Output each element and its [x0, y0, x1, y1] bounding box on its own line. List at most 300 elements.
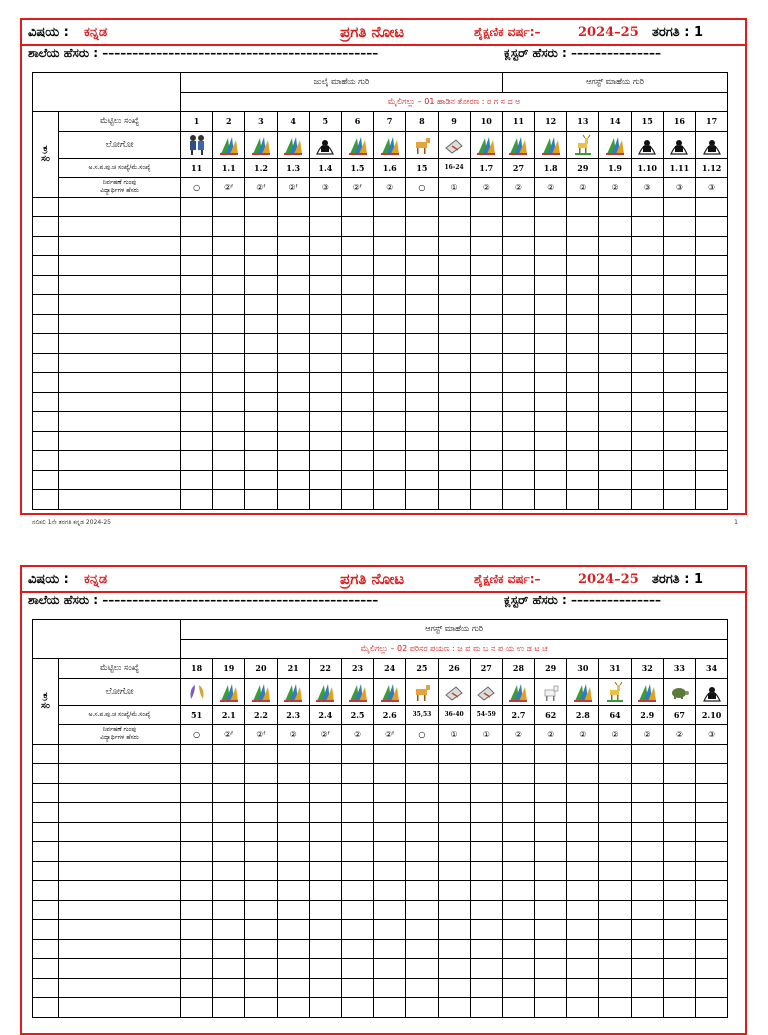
progress-cell[interactable] [567, 236, 599, 256]
progress-cell[interactable] [181, 256, 213, 276]
progress-cell[interactable] [567, 275, 599, 295]
progress-cell[interactable] [535, 822, 567, 842]
progress-cell[interactable] [277, 978, 309, 998]
progress-cell[interactable] [341, 959, 373, 979]
progress-cell[interactable] [438, 197, 470, 217]
serial-cell[interactable] [33, 959, 59, 979]
student-name-cell[interactable] [59, 217, 181, 237]
progress-cell[interactable] [406, 939, 438, 959]
progress-cell[interactable] [341, 920, 373, 940]
progress-cell[interactable] [696, 900, 728, 920]
progress-cell[interactable] [406, 861, 438, 881]
progress-cell[interactable] [213, 236, 245, 256]
progress-cell[interactable] [502, 998, 534, 1018]
progress-cell[interactable] [535, 764, 567, 784]
progress-cell[interactable] [567, 881, 599, 901]
progress-cell[interactable] [502, 842, 534, 862]
progress-cell[interactable] [502, 783, 534, 803]
progress-cell[interactable] [438, 431, 470, 451]
progress-cell[interactable] [277, 431, 309, 451]
progress-cell[interactable] [181, 764, 213, 784]
serial-cell[interactable] [33, 295, 59, 315]
progress-cell[interactable] [309, 275, 341, 295]
progress-cell[interactable] [341, 353, 373, 373]
progress-cell[interactable] [470, 392, 502, 412]
progress-cell[interactable] [309, 861, 341, 881]
progress-cell[interactable] [406, 392, 438, 412]
progress-cell[interactable] [438, 392, 470, 412]
progress-cell[interactable] [341, 842, 373, 862]
progress-cell[interactable] [438, 900, 470, 920]
progress-cell[interactable] [535, 998, 567, 1018]
progress-cell[interactable] [599, 900, 631, 920]
progress-cell[interactable] [245, 803, 277, 823]
progress-cell[interactable] [374, 275, 406, 295]
progress-cell[interactable] [438, 881, 470, 901]
progress-cell[interactable] [245, 431, 277, 451]
progress-cell[interactable] [502, 236, 534, 256]
progress-cell[interactable] [470, 900, 502, 920]
progress-cell[interactable] [663, 314, 695, 334]
progress-cell[interactable] [406, 373, 438, 393]
progress-cell[interactable] [631, 353, 663, 373]
progress-cell[interactable] [277, 334, 309, 354]
progress-cell[interactable] [470, 256, 502, 276]
progress-cell[interactable] [374, 470, 406, 490]
progress-cell[interactable] [663, 373, 695, 393]
progress-cell[interactable] [599, 334, 631, 354]
progress-cell[interactable] [309, 392, 341, 412]
progress-cell[interactable] [535, 920, 567, 940]
progress-cell[interactable] [599, 373, 631, 393]
progress-cell[interactable] [374, 451, 406, 471]
serial-cell[interactable] [33, 490, 59, 510]
progress-cell[interactable] [470, 451, 502, 471]
progress-cell[interactable] [341, 314, 373, 334]
serial-cell[interactable] [33, 431, 59, 451]
serial-cell[interactable] [33, 392, 59, 412]
progress-cell[interactable] [309, 470, 341, 490]
progress-cell[interactable] [245, 451, 277, 471]
progress-cell[interactable] [567, 920, 599, 940]
progress-cell[interactable] [631, 373, 663, 393]
progress-cell[interactable] [663, 978, 695, 998]
progress-cell[interactable] [406, 275, 438, 295]
progress-cell[interactable] [245, 373, 277, 393]
progress-cell[interactable] [631, 783, 663, 803]
progress-cell[interactable] [213, 998, 245, 1018]
progress-cell[interactable] [470, 939, 502, 959]
progress-cell[interactable] [567, 744, 599, 764]
progress-cell[interactable] [341, 803, 373, 823]
progress-cell[interactable] [181, 959, 213, 979]
progress-cell[interactable] [341, 256, 373, 276]
progress-cell[interactable] [535, 431, 567, 451]
progress-cell[interactable] [599, 959, 631, 979]
progress-cell[interactable] [470, 744, 502, 764]
progress-cell[interactable] [245, 334, 277, 354]
progress-cell[interactable] [406, 353, 438, 373]
progress-cell[interactable] [213, 920, 245, 940]
progress-cell[interactable] [406, 412, 438, 432]
progress-cell[interactable] [406, 920, 438, 940]
progress-cell[interactable] [502, 392, 534, 412]
progress-cell[interactable] [245, 881, 277, 901]
progress-cell[interactable] [599, 451, 631, 471]
progress-cell[interactable] [567, 314, 599, 334]
progress-cell[interactable] [438, 842, 470, 862]
progress-cell[interactable] [374, 314, 406, 334]
student-name-cell[interactable] [59, 744, 181, 764]
progress-cell[interactable] [374, 861, 406, 881]
progress-cell[interactable] [181, 920, 213, 940]
progress-cell[interactable] [663, 959, 695, 979]
student-name-cell[interactable] [59, 490, 181, 510]
progress-cell[interactable] [502, 978, 534, 998]
progress-cell[interactable] [663, 764, 695, 784]
progress-cell[interactable] [213, 744, 245, 764]
progress-cell[interactable] [277, 764, 309, 784]
progress-cell[interactable] [599, 431, 631, 451]
progress-cell[interactable] [374, 431, 406, 451]
student-name-cell[interactable] [59, 295, 181, 315]
progress-cell[interactable] [599, 822, 631, 842]
progress-cell[interactable] [309, 197, 341, 217]
progress-cell[interactable] [502, 431, 534, 451]
progress-cell[interactable] [309, 783, 341, 803]
progress-cell[interactable] [374, 353, 406, 373]
progress-cell[interactable] [470, 490, 502, 510]
progress-cell[interactable] [535, 490, 567, 510]
progress-cell[interactable] [599, 217, 631, 237]
student-name-cell[interactable] [59, 353, 181, 373]
progress-cell[interactable] [277, 451, 309, 471]
progress-cell[interactable] [406, 881, 438, 901]
progress-cell[interactable] [438, 920, 470, 940]
student-name-cell[interactable] [59, 470, 181, 490]
progress-cell[interactable] [213, 217, 245, 237]
progress-cell[interactable] [599, 842, 631, 862]
serial-cell[interactable] [33, 470, 59, 490]
progress-cell[interactable] [277, 373, 309, 393]
progress-cell[interactable] [696, 764, 728, 784]
progress-cell[interactable] [663, 861, 695, 881]
progress-cell[interactable] [374, 998, 406, 1018]
progress-cell[interactable] [535, 783, 567, 803]
progress-cell[interactable] [663, 236, 695, 256]
progress-cell[interactable] [535, 373, 567, 393]
progress-cell[interactable] [663, 920, 695, 940]
progress-cell[interactable] [438, 275, 470, 295]
progress-cell[interactable] [663, 217, 695, 237]
progress-cell[interactable] [406, 451, 438, 471]
progress-cell[interactable] [631, 998, 663, 1018]
progress-cell[interactable] [277, 217, 309, 237]
progress-cell[interactable] [213, 939, 245, 959]
progress-cell[interactable] [309, 412, 341, 432]
progress-cell[interactable] [309, 295, 341, 315]
progress-cell[interactable] [663, 900, 695, 920]
progress-cell[interactable] [696, 334, 728, 354]
progress-cell[interactable] [599, 998, 631, 1018]
progress-cell[interactable] [213, 256, 245, 276]
progress-cell[interactable] [406, 490, 438, 510]
progress-cell[interactable] [470, 334, 502, 354]
progress-cell[interactable] [567, 959, 599, 979]
progress-cell[interactable] [213, 822, 245, 842]
progress-cell[interactable] [374, 490, 406, 510]
progress-cell[interactable] [213, 900, 245, 920]
progress-cell[interactable] [631, 451, 663, 471]
student-name-cell[interactable] [59, 373, 181, 393]
progress-cell[interactable] [470, 197, 502, 217]
progress-cell[interactable] [438, 861, 470, 881]
progress-cell[interactable] [277, 314, 309, 334]
progress-cell[interactable] [502, 920, 534, 940]
progress-cell[interactable] [631, 959, 663, 979]
progress-cell[interactable] [631, 217, 663, 237]
progress-cell[interactable] [277, 490, 309, 510]
progress-cell[interactable] [245, 490, 277, 510]
progress-cell[interactable] [631, 920, 663, 940]
progress-cell[interactable] [567, 900, 599, 920]
progress-cell[interactable] [502, 314, 534, 334]
progress-cell[interactable] [341, 217, 373, 237]
progress-cell[interactable] [535, 861, 567, 881]
progress-cell[interactable] [663, 295, 695, 315]
progress-cell[interactable] [599, 470, 631, 490]
progress-cell[interactable] [535, 959, 567, 979]
progress-cell[interactable] [535, 451, 567, 471]
serial-cell[interactable] [33, 353, 59, 373]
progress-cell[interactable] [341, 978, 373, 998]
progress-cell[interactable] [213, 764, 245, 784]
progress-cell[interactable] [502, 217, 534, 237]
serial-cell[interactable] [33, 783, 59, 803]
progress-cell[interactable] [663, 451, 695, 471]
progress-cell[interactable] [567, 822, 599, 842]
progress-cell[interactable] [181, 803, 213, 823]
progress-cell[interactable] [696, 959, 728, 979]
progress-cell[interactable] [438, 295, 470, 315]
progress-cell[interactable] [567, 197, 599, 217]
progress-cell[interactable] [438, 744, 470, 764]
progress-cell[interactable] [599, 939, 631, 959]
progress-cell[interactable] [374, 256, 406, 276]
progress-cell[interactable] [374, 920, 406, 940]
progress-cell[interactable] [181, 373, 213, 393]
progress-cell[interactable] [567, 803, 599, 823]
progress-cell[interactable] [567, 217, 599, 237]
student-name-cell[interactable] [59, 900, 181, 920]
progress-cell[interactable] [567, 470, 599, 490]
progress-cell[interactable] [277, 392, 309, 412]
progress-cell[interactable] [309, 490, 341, 510]
progress-cell[interactable] [438, 764, 470, 784]
progress-cell[interactable] [470, 373, 502, 393]
progress-cell[interactable] [406, 744, 438, 764]
progress-cell[interactable] [374, 881, 406, 901]
progress-cell[interactable] [535, 353, 567, 373]
progress-cell[interactable] [696, 861, 728, 881]
progress-cell[interactable] [374, 197, 406, 217]
progress-cell[interactable] [181, 822, 213, 842]
progress-cell[interactable] [502, 295, 534, 315]
progress-cell[interactable] [406, 217, 438, 237]
progress-cell[interactable] [438, 256, 470, 276]
progress-cell[interactable] [309, 431, 341, 451]
progress-cell[interactable] [181, 353, 213, 373]
progress-cell[interactable] [502, 803, 534, 823]
progress-cell[interactable] [277, 275, 309, 295]
progress-cell[interactable] [567, 998, 599, 1018]
progress-cell[interactable] [181, 470, 213, 490]
progress-cell[interactable] [696, 451, 728, 471]
student-name-cell[interactable] [59, 861, 181, 881]
student-name-cell[interactable] [59, 431, 181, 451]
progress-cell[interactable] [245, 842, 277, 862]
progress-cell[interactable] [599, 881, 631, 901]
progress-cell[interactable] [438, 236, 470, 256]
progress-cell[interactable] [663, 197, 695, 217]
progress-cell[interactable] [406, 764, 438, 784]
serial-cell[interactable] [33, 451, 59, 471]
progress-cell[interactable] [309, 353, 341, 373]
progress-cell[interactable] [567, 412, 599, 432]
progress-cell[interactable] [502, 256, 534, 276]
progress-cell[interactable] [470, 783, 502, 803]
progress-cell[interactable] [535, 900, 567, 920]
progress-cell[interactable] [245, 314, 277, 334]
progress-cell[interactable] [374, 217, 406, 237]
progress-cell[interactable] [567, 256, 599, 276]
progress-cell[interactable] [696, 236, 728, 256]
serial-cell[interactable] [33, 373, 59, 393]
progress-cell[interactable] [181, 451, 213, 471]
progress-cell[interactable] [599, 275, 631, 295]
progress-cell[interactable] [631, 236, 663, 256]
progress-cell[interactable] [599, 978, 631, 998]
progress-cell[interactable] [567, 783, 599, 803]
progress-cell[interactable] [663, 744, 695, 764]
progress-cell[interactable] [406, 900, 438, 920]
progress-cell[interactable] [631, 842, 663, 862]
progress-cell[interactable] [438, 978, 470, 998]
student-name-cell[interactable] [59, 920, 181, 940]
progress-cell[interactable] [245, 412, 277, 432]
progress-cell[interactable] [341, 412, 373, 432]
progress-cell[interactable] [374, 295, 406, 315]
progress-cell[interactable] [213, 803, 245, 823]
progress-cell[interactable] [341, 881, 373, 901]
progress-cell[interactable] [341, 744, 373, 764]
progress-cell[interactable] [696, 431, 728, 451]
student-name-cell[interactable] [59, 803, 181, 823]
progress-cell[interactable] [245, 920, 277, 940]
progress-cell[interactable] [213, 959, 245, 979]
serial-cell[interactable] [33, 998, 59, 1018]
progress-cell[interactable] [535, 236, 567, 256]
progress-cell[interactable] [470, 236, 502, 256]
progress-cell[interactable] [502, 353, 534, 373]
progress-cell[interactable] [181, 275, 213, 295]
progress-cell[interactable] [181, 334, 213, 354]
progress-cell[interactable] [535, 256, 567, 276]
progress-cell[interactable] [438, 334, 470, 354]
progress-cell[interactable] [245, 959, 277, 979]
progress-cell[interactable] [599, 392, 631, 412]
progress-cell[interactable] [599, 197, 631, 217]
progress-cell[interactable] [213, 295, 245, 315]
progress-cell[interactable] [438, 353, 470, 373]
progress-cell[interactable] [502, 881, 534, 901]
progress-cell[interactable] [245, 783, 277, 803]
progress-cell[interactable] [374, 978, 406, 998]
progress-cell[interactable] [374, 900, 406, 920]
progress-cell[interactable] [696, 275, 728, 295]
progress-cell[interactable] [567, 939, 599, 959]
progress-cell[interactable] [406, 431, 438, 451]
progress-cell[interactable] [277, 236, 309, 256]
progress-cell[interactable] [438, 314, 470, 334]
progress-cell[interactable] [213, 881, 245, 901]
progress-cell[interactable] [535, 334, 567, 354]
progress-cell[interactable] [535, 470, 567, 490]
progress-cell[interactable] [567, 842, 599, 862]
progress-cell[interactable] [631, 470, 663, 490]
progress-cell[interactable] [567, 392, 599, 412]
progress-cell[interactable] [470, 842, 502, 862]
progress-cell[interactable] [341, 939, 373, 959]
serial-cell[interactable] [33, 920, 59, 940]
serial-cell[interactable] [33, 744, 59, 764]
progress-cell[interactable] [181, 744, 213, 764]
progress-cell[interactable] [277, 295, 309, 315]
progress-cell[interactable] [309, 881, 341, 901]
progress-cell[interactable] [696, 412, 728, 432]
serial-cell[interactable] [33, 764, 59, 784]
progress-cell[interactable] [535, 197, 567, 217]
progress-cell[interactable] [631, 900, 663, 920]
progress-cell[interactable] [245, 978, 277, 998]
progress-cell[interactable] [535, 939, 567, 959]
progress-cell[interactable] [374, 959, 406, 979]
progress-cell[interactable] [663, 998, 695, 1018]
progress-cell[interactable] [599, 764, 631, 784]
progress-cell[interactable] [309, 451, 341, 471]
progress-cell[interactable] [631, 197, 663, 217]
progress-cell[interactable] [438, 939, 470, 959]
progress-cell[interactable] [438, 412, 470, 432]
progress-cell[interactable] [374, 236, 406, 256]
progress-cell[interactable] [213, 451, 245, 471]
progress-cell[interactable] [663, 783, 695, 803]
serial-cell[interactable] [33, 900, 59, 920]
progress-cell[interactable] [663, 431, 695, 451]
progress-cell[interactable] [341, 783, 373, 803]
progress-cell[interactable] [631, 314, 663, 334]
progress-cell[interactable] [374, 783, 406, 803]
progress-cell[interactable] [696, 295, 728, 315]
progress-cell[interactable] [502, 197, 534, 217]
progress-cell[interactable] [406, 256, 438, 276]
progress-cell[interactable] [599, 236, 631, 256]
progress-cell[interactable] [406, 314, 438, 334]
progress-cell[interactable] [277, 783, 309, 803]
serial-cell[interactable] [33, 861, 59, 881]
progress-cell[interactable] [309, 373, 341, 393]
progress-cell[interactable] [470, 295, 502, 315]
